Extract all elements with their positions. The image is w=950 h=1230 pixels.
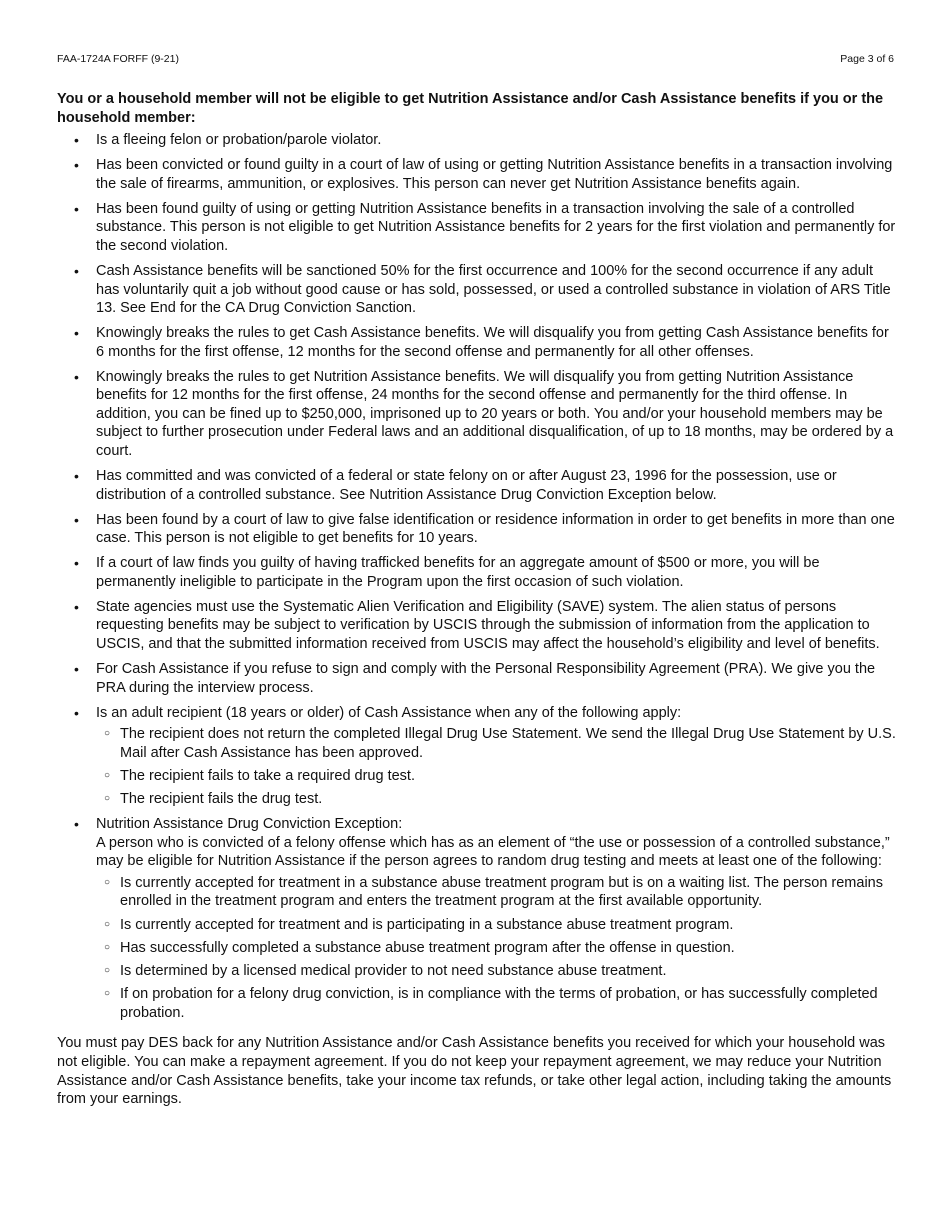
list-item: • Has been found by a court of law to give false identification or residence information in order to get benefits in more than one case. This person is not eligible to get benefits for 10 years. — [57, 511, 897, 548]
sub-list-item: ○ The recipient does not return the completed Illegal Drug Use Statement. We send the Illegal Drug Use Statement by U.S. Mail after Cash Assistance has been approved. — [96, 725, 897, 762]
list-item-adult-recipient — [57, 704, 897, 809]
page-number: Page 3 of 6 — [840, 53, 894, 65]
form-id: FAA-1724A FORFF (9-21) — [57, 53, 179, 65]
sub-list-item: ○ Is currently accepted for treatment and is participating in a substance abuse treatment program. — [96, 916, 897, 935]
sub-list-item: ○ Is determined by a licensed medical provider to not need substance abuse treatment. — [96, 962, 897, 981]
page-content — [57, 90, 897, 1123]
list-item: • If a court of law finds you guilty of having trafficked benefits for an aggregate amount of $500 or more, you will be permanently ineligible to participate in the Program upon the first occasion of such violation. — [57, 554, 897, 591]
list-item: • For Cash Assistance if you refuse to sign and comply with the Personal Responsibility Agreement (PRA). We give you the PRA during the interview process. — [57, 660, 897, 697]
sub-list-item: ○ The recipient fails to take a required drug test. — [96, 767, 897, 786]
section-heading: You or a household member will not be eligible to get Nutrition Assistance and/or Cash Assistance benefits if you or the household member: — [57, 91, 884, 126]
list-item-drug-conviction-exception — [57, 815, 897, 1022]
exception-title: • Nutrition Assistance Drug Conviction Exception: — [96, 816, 403, 833]
list-item: • Has committed and was convicted of a federal or state felony on or after August 23, 1996 for the possession, use or distribution of a controlled substance. See Nutrition Assistance Drug Conviction Exception below. — [57, 467, 897, 504]
page-header — [57, 53, 894, 65]
exception-paragraph: A person who is convicted of a felony offense which has as an element of “the use or possession of a controlled substance,” may be eligible for Nutrition Assistance if the person agrees to random drug testing and meets at least one of the following: — [96, 834, 890, 870]
list-item: • Has been found guilty of using or getting Nutrition Assistance benefits in a transaction involving the sale of a controlled substance. This person is not eligible to get Nutrition Assistance benefits for 2 years for the first violation and permanently for the second violation. — [57, 200, 897, 256]
list-item: • Cash Assistance benefits will be sanctioned 50% for the first occurrence and 100% for the second occurrence if any adult has voluntarily quit a job without good cause or has sold, possessed, or used a controlled substance in violation of ARS Title 13. See End for the CA Drug Conviction Sanction. — [57, 262, 897, 318]
adult-recipient-sublist — [96, 725, 897, 809]
sub-list-item: ○ Is currently accepted for treatment in a substance abuse treatment program but is on a waiting list. The person remains enrolled in the treatment program and enters the treatment program at the first available opportunity. — [96, 874, 897, 911]
repayment-paragraph: You must pay DES back for any Nutrition Assistance and/or Cash Assistance benefits you received for which your household was not eligible. You can make a repayment agreement. If you do not keep your repayment agreement, we may reduce your Nutrition Assistance and/or Cash Assistance benefits, take your income tax refunds, or take other legal action, including taking the amounts from your earnings. — [57, 1035, 892, 1108]
sub-list-item: ○ If on probation for a felony drug conviction, is in compliance with the terms of probation, or has successfully completed probation. — [96, 985, 897, 1022]
list-item: • Is a fleeing felon or probation/parole violator. — [57, 131, 897, 150]
list-item: • Has been convicted or found guilty in a court of law of using or getting Nutrition Assistance benefits in a transaction involving the sale of firearms, ammunition, or explosives. This person can never get Nutrition Assistance benefits again. — [57, 156, 897, 193]
list-item: • State agencies must use the Systematic Alien Verification and Eligibility (SAVE) system. The alien status of persons requesting benefits may be subject to verification by USCIS through the submission of information from the application to USCIS, and that the submitted information received from USCIS may affect the household’s eligibility and level of benefits. — [57, 598, 897, 654]
sub-list-item: ○ Has successfully completed a substance abuse treatment program after the offense in question. — [96, 939, 897, 958]
exception-sublist — [96, 874, 897, 1023]
adult-recipient-text: • Is an adult recipient (18 years or older) of Cash Assistance when any of the following apply: — [96, 704, 682, 721]
list-item: • Knowingly breaks the rules to get Cash Assistance benefits. We will disqualify you from getting Cash Assistance benefits for 6 months for the first offense, 12 months for the second offense and permanently for all other offenses. — [57, 324, 897, 361]
ineligibility-list — [57, 131, 897, 1022]
list-item: • Knowingly breaks the rules to get Nutrition Assistance benefits. We will disqualify you from getting Nutrition Assistance benefits for 12 months for the first offense, 24 months for the second offense and permanently for the third offense. In addition, you can be fined up to $250,000, imprisoned up to 20 years or both. You and/or your household members may be subject to further prosecution under Federal laws and an additional disqualification, of up to 18 months, may be ordered by a court. — [57, 368, 897, 461]
sub-list-item: ○ The recipient fails the drug test. — [96, 790, 897, 809]
